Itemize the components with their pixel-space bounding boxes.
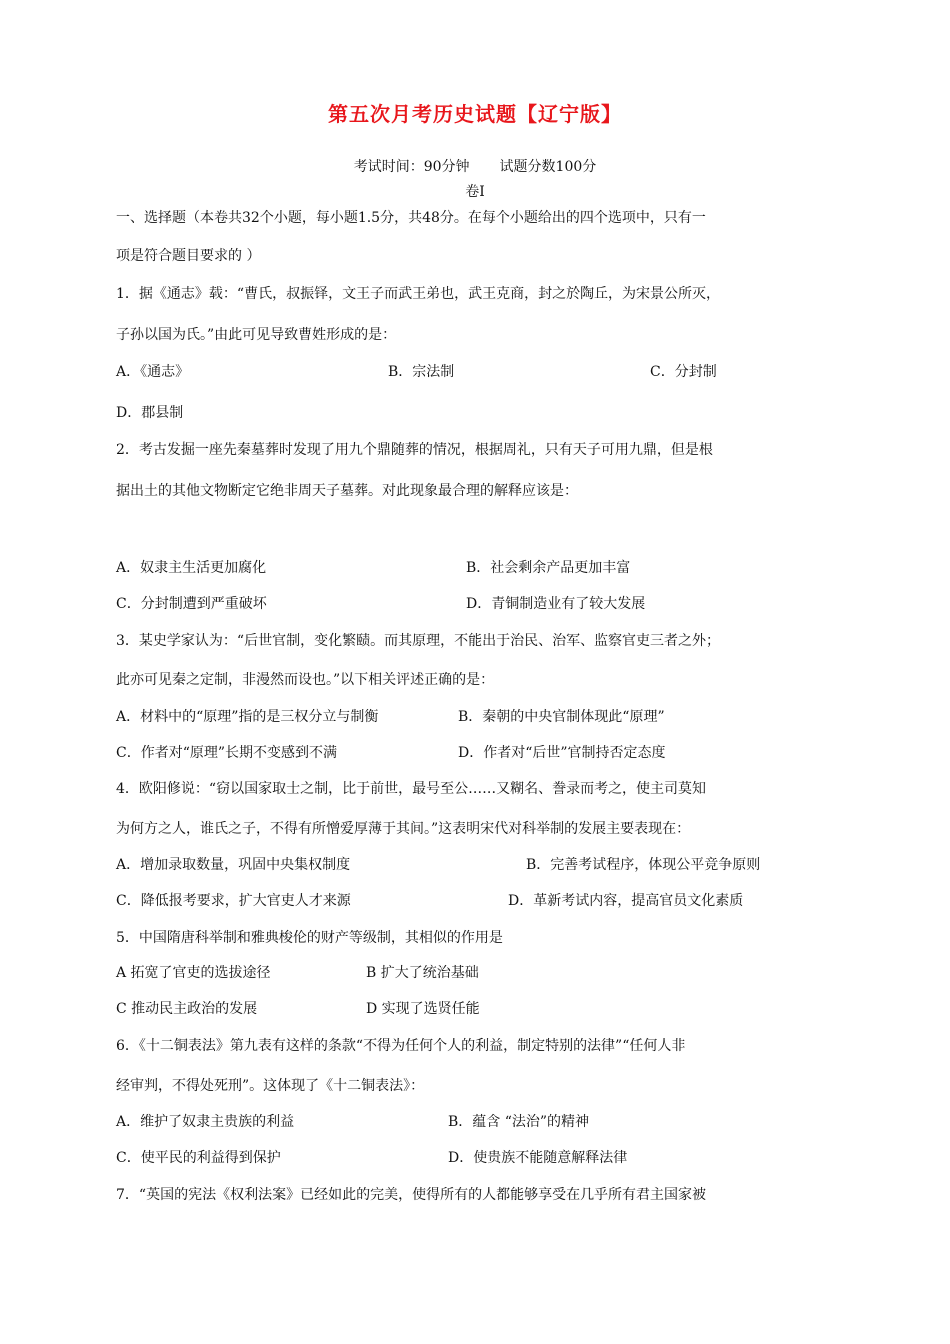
question-2-option-a: A．奴隶主生活更加腐化 [116, 560, 267, 576]
question-5-option-b: B 扩大了统治基础 [366, 965, 479, 981]
question-5-option-c: C 推动民主政治的发展 [116, 1001, 258, 1017]
question-2-option-b: B．社会剩余产品更加丰富 [466, 560, 631, 576]
question-3-option-d: D．作者对“后世”官制持否定态度 [458, 745, 666, 761]
question-2-line-2: 据出土的其他文物断定它绝非周天子墓葬。对此现象最合理的解释应该是： [116, 483, 578, 499]
question-3-option-c: C．作者对“原理”长期不变感到不满 [116, 745, 338, 761]
question-5-option-a: A 拓宽了官吏的选拔途径 [116, 965, 271, 981]
exam-time: 考试时间：90分钟 [353, 159, 470, 175]
volume-label: 卷I [465, 184, 485, 200]
question-2-option-c: C．分封制遭到严重破坏 [116, 596, 267, 612]
question-6-option-d: D．使贵族不能随意解释法律 [448, 1150, 628, 1166]
question-7-line-1: 7．“英国的宪法《权利法案》已经如此的完美，使得所有的人都能够享受在几乎所有君主国家被 [116, 1187, 707, 1203]
question-1-line-1: 1．据《通志》载：“曹氏，叔振铎，文王子而武王弟也，武王克商，封之於陶丘，为宋景公所灭， [116, 286, 721, 302]
question-6-option-c: C．使平民的利益得到保护 [116, 1150, 281, 1166]
question-4-option-c: C．降低报考要求，扩大官吏人才来源 [116, 893, 351, 909]
question-3-line-2: 此亦可见秦之定制，非漫然而设也。”以下相关评述正确的是： [116, 672, 495, 688]
question-6-option-a: A．维护了奴隶主贵族的利益 [116, 1114, 295, 1130]
question-3-option-b: B．秦朝的中央官制体现此“原理” [458, 709, 665, 725]
question-3-line-1: 3．某史学家认为：“后世官制，变化繁赜。而其原理，不能出于治民、治军、监察官吏三者之外； [116, 633, 721, 649]
question-1-option-a: A．《通志》 [116, 364, 190, 380]
question-6-option-b: B．蕴含 “法治”的精神 [448, 1114, 590, 1130]
question-6-line-2: 经审判，不得处死刑”。这体现了《十二铜表法》： [116, 1078, 425, 1094]
section-heading-line-2: 项是符合题目要求的 ） [116, 248, 261, 264]
question-4-line-2: 为何方之人，谁氏之子，不得有所憎爱厚薄于其间。”这表明宋代对科举制的发展主要表现在： [116, 821, 691, 837]
question-4-line-1: 4．欧阳修说：“窃以国家取士之制，比于前世，最号至公……又糊名、誊录而考之，使主司莫知 [116, 781, 707, 797]
question-2-option-d: D．青铜制造业有了较大发展 [466, 596, 646, 612]
question-6-line-1: 6．《十二铜表法》第九表有这样的条款“不得为任何个人的利益，制定特别的法律”“任何人非 [116, 1038, 686, 1054]
question-1-option-c: C．分封制 [650, 364, 717, 380]
question-3-option-a: A．材料中的“原理”指的是三权分立与制衡 [116, 709, 379, 725]
question-5-line-1: 5．中国隋唐科举制和雅典梭伦的财产等级制，其相似的作用是 [116, 930, 503, 946]
question-2-line-1: 2．考古发掘一座先秦墓葬时发现了用九个鼎随葬的情况，根据周礼，只有天子可用九鼎，但是根 [116, 442, 713, 458]
exam-info [0, 156, 950, 176]
question-4-option-a: A．增加录取数量，巩固中央集权制度 [116, 857, 351, 873]
question-4-option-d: D．革新考试内容，提高官员文化素质 [508, 893, 744, 909]
question-1-option-d: D．郡县制 [116, 405, 184, 421]
section-heading-line-1: 一、选择题（本卷共32个小题，每小题1.5分，共48分。在每个小题给出的四个选项中，只有一 [116, 210, 706, 226]
question-1-option-b: B．宗法制 [388, 364, 455, 380]
question-1-line-2: 子孙以国为氏。”由此可见导致曹姓形成的是： [116, 327, 397, 343]
exam-score: 试题分数100分 [499, 159, 597, 175]
question-5-option-d: D 实现了选贤任能 [366, 1001, 480, 1017]
question-4-option-b: B．完善考试程序，体现公平竞争原则 [526, 857, 761, 873]
exam-title: 第五次月考历史试题【辽宁版】 [328, 102, 622, 126]
